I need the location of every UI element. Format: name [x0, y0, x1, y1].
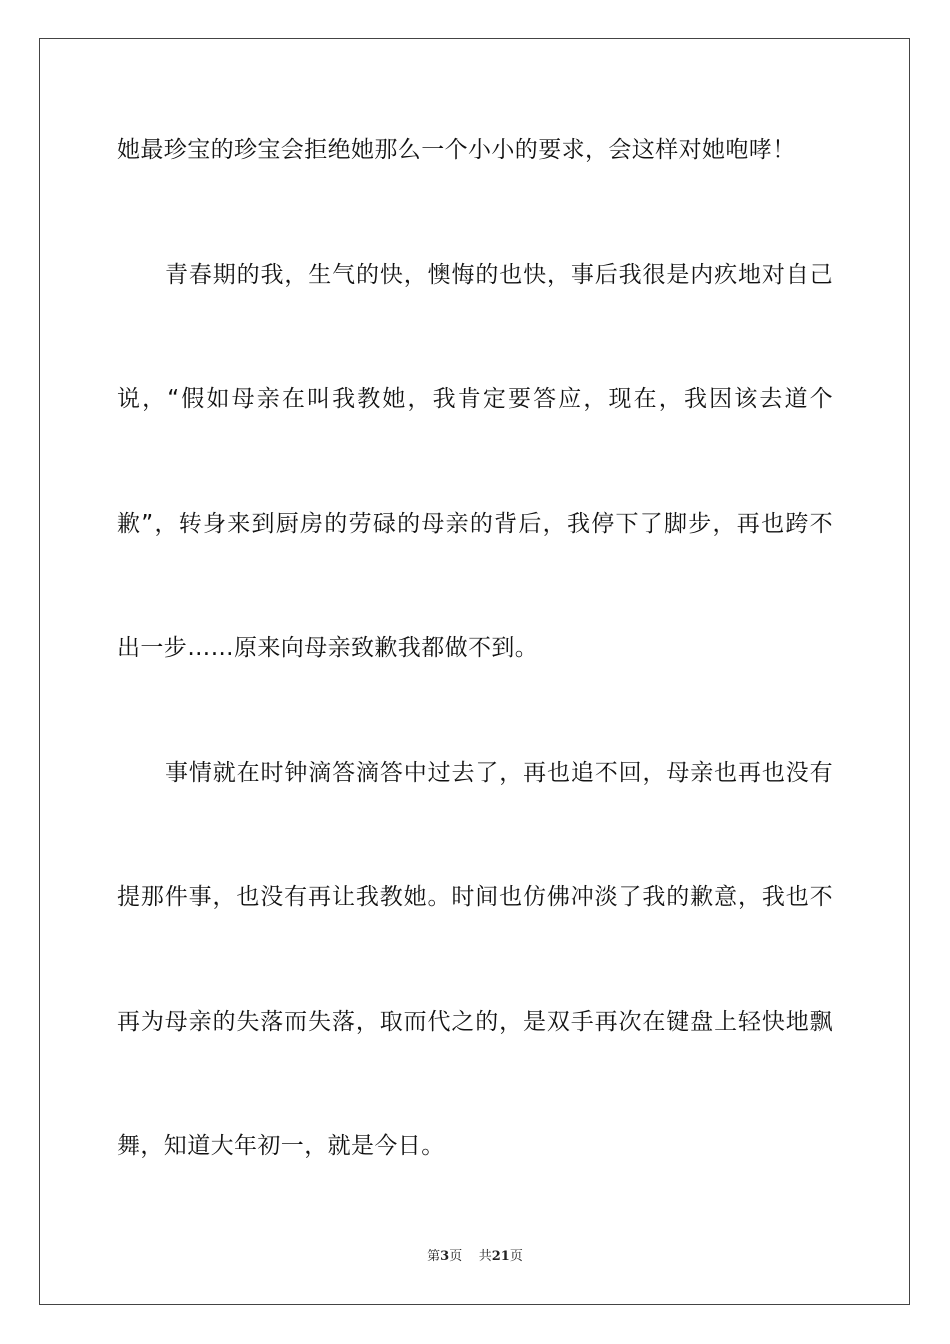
text-line: 歉”，转身来到厨房的劳碌的母亲的背后，我停下了脚步，再也跨不	[117, 511, 833, 537]
text-line: 出一步……原来向母亲致歉我都做不到。	[117, 635, 539, 661]
text-line: 事情就在时钟滴答滴答中过去了，再也追不回，母亲也再也没有	[165, 760, 833, 786]
text-line: 再为母亲的失落而失落，取而代之的，是双手再次在键盘上轻快地飘	[117, 1009, 833, 1035]
page-footer	[0, 1248, 950, 1266]
page-label: 第	[427, 1249, 441, 1264]
page-border	[39, 38, 910, 1305]
total-pages: 21	[491, 1249, 510, 1264]
total-label: 共	[478, 1249, 492, 1264]
text-line: 她最珍宝的珍宝会拒绝她那么一个小小的要求，会这样对她咆哮！	[117, 137, 796, 163]
text-line: 舞，知道大年初一，就是今日。	[117, 1133, 445, 1159]
page-unit: 页	[449, 1249, 463, 1264]
text-line: 青春期的我，生气的快，懊悔的也快，事后我很是内疚地对自己	[165, 262, 833, 288]
text-line: 提那件事，也没有再让我教她。时间也仿佛冲淡了我的歉意，我也不	[117, 884, 833, 910]
total-unit: 页	[509, 1249, 523, 1264]
page-number: 3	[440, 1249, 450, 1264]
text-line: 说，“假如母亲在叫我教她，我肯定要答应，现在，我因该去道个	[117, 386, 833, 412]
